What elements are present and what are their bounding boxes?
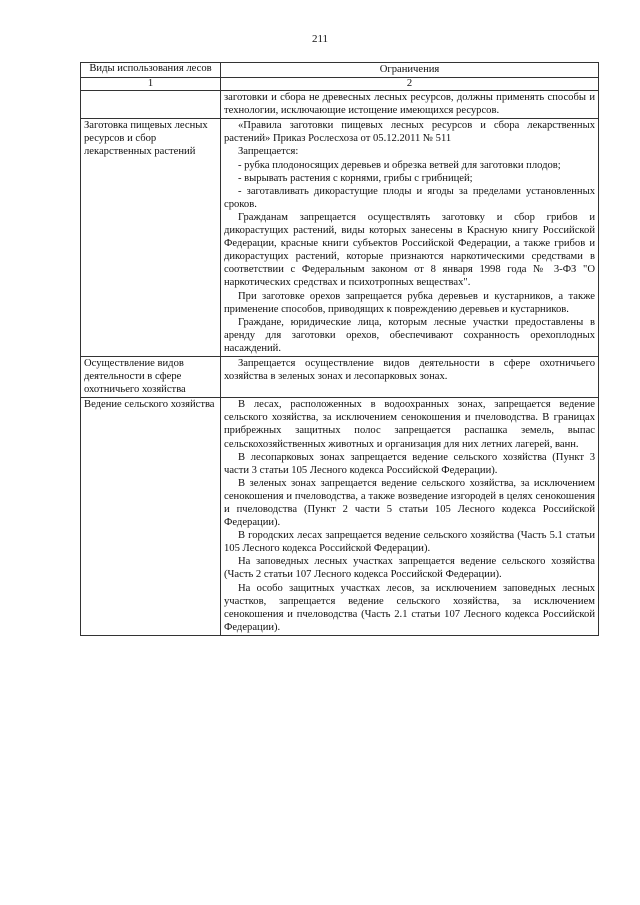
restriction-paragraph: На заповедных лесных участках запрещается ведение сельского хозяйства (Часть 2 статьи 107 Лесного кодекса Российской Федерации). [224,556,595,581]
table-row [81,398,599,636]
restrictions-cell [221,356,599,397]
restriction-paragraph: В лесопарковых зонах запрещается ведение сельского хозяйства (Пункт 3 части 3 статьи 105 Лесного кодекса Российской Федерации). [224,451,595,476]
restriction-paragraph: На особо защитных участках лесов, за исключением заповедных лесных участков, запрещается ведение сельского хозяйства, за исключением сенокошения и пчеловодства (Часть 2.1 статьи 107 Лесного кодекса Российской Федерации). [224,582,595,633]
header-restrictions: Ограничения [221,63,599,78]
restriction-paragraph: Запрещается осуществление видов деятельности в сфере охотничьего хозяйства в зеленых зонах и лесопарковых зонах. [224,357,595,383]
column-number-1: 1 [81,78,221,91]
column-number-row [81,78,599,91]
restriction-paragraph: заготовки и сбора не древесных лесных ресурсов, должны применять способы и технологии, исключающие истощение имеющихся ресурсов. [224,92,595,117]
restriction-paragraph: Гражданам запрещается осуществлять заготовку и сбор грибов и дикорастущих растений, виды которых занесены в Красную книгу Российской Федерации, красные книги субъектов Российской Федерации, а также грибов и дикорастущих растений, которые признаются наркотическими средствами в соответствии с Федеральным законом от 8 января 1998 года № 3-ФЗ "О наркотических средствах и психотропных веществах". [224,211,595,289]
usage-cell: Осуществление видов деятельности в сфере охотничьего хозяйства [81,356,221,397]
usage-cell [81,91,221,119]
restriction-paragraph: Запрещается: [238,146,299,158]
restrictions-cell [221,398,599,636]
restriction-paragraph: При заготовке орехов запрещается рубка деревьев и кустарников, а также применение способов, приводящих к повреждению деревьев и кустарников. [224,290,595,315]
restriction-paragraph: В лесах, расположенных в водоохранных зонах, запрещается ведение сельского хозяйства, за исключением сенокошения и пчеловодства. В границах прибрежных защитных полос запрещается распашка земель, выпас сельскохозяйственных животных и организация для них летних лагерей, ванн. [224,399,595,450]
restrictions-cell [221,91,599,119]
restriction-paragraph: - рубка плодоносящих деревьев и обрезка ветвей для заготовки плодов; [238,159,561,171]
column-number-2: 2 [221,78,599,91]
usage-cell: Заготовка пищевых лесных ресурсов и сбор лекарственных растений [81,119,221,357]
restriction-paragraph: В зеленых зонах запрещается ведение сельского хозяйства, за исключением сенокошения и пчеловодства, а также возведение изгородей в целях сенокошения и пчеловодства (Пункт 2 части 5 статьи 105 Лесного кодекса Российской Федерации). [224,477,595,529]
header-usage-types: Виды использования лесов [81,63,221,78]
table-row [81,356,599,397]
restriction-paragraph: Граждане, юридические лица, которым лесные участки предоставлены в аренду для заготовки орехов, обеспечивают сохранность орехоплодных насаждений. [224,316,595,354]
page-number: 211 [311,33,329,45]
restriction-paragraph: - вырывать растения с корнями, грибы с грибницей; [238,172,473,184]
table-row [81,119,599,357]
restriction-paragraph: «Правила заготовки пищевых лесных ресурсов и сбора лекарственных растений» Приказ Рослесхоза от 05.12.2011 № 511 [224,120,595,145]
restriction-paragraph: В городских лесах запрещается ведение сельского хозяйства (Часть 5.1 статьи 105 Лесного кодекса Российской Федерации). [224,530,595,555]
table-row [81,91,599,119]
table-header-row [81,63,599,78]
restrictions-table [80,62,599,636]
restriction-paragraph: - заготавливать дикорастущие плоды и ягоды за пределами установленных сроков. [224,185,595,210]
usage-cell: Ведение сельского хозяйства [81,398,221,636]
restrictions-cell [221,119,599,357]
